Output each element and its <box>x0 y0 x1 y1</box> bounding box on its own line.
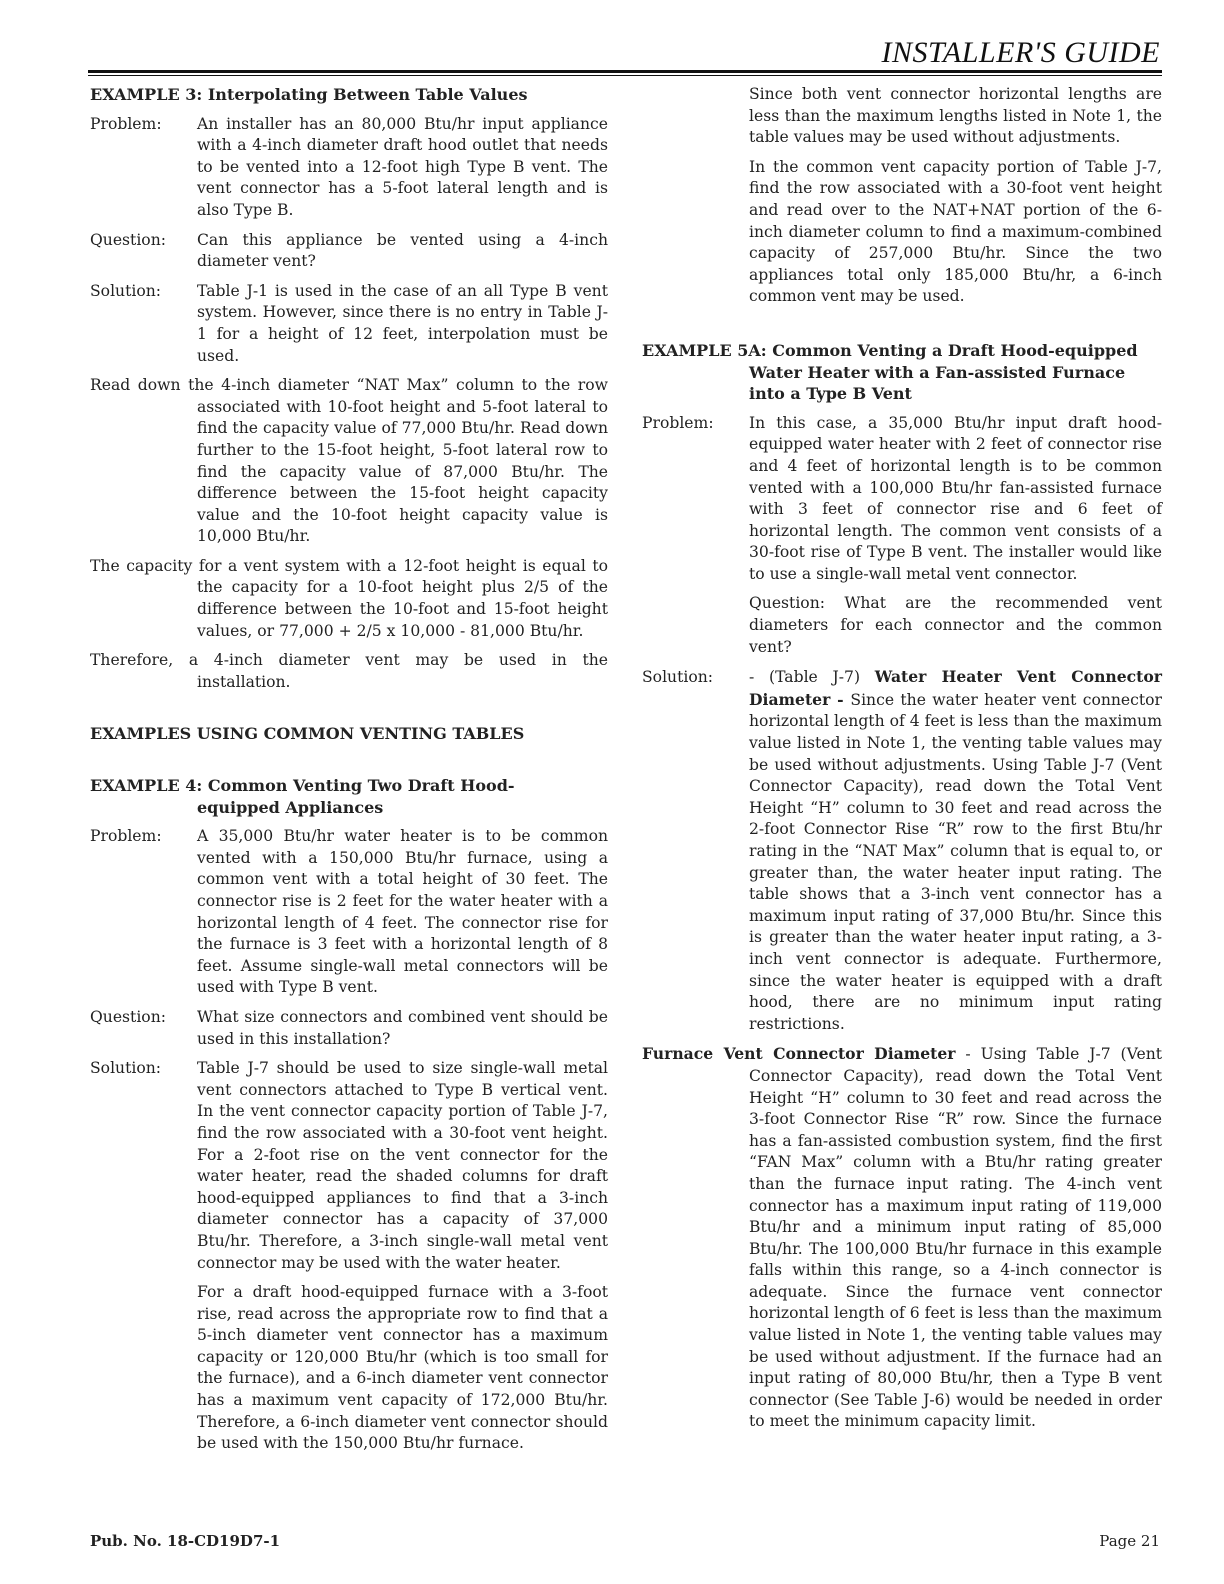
example-4-heading-line1: EXAMPLE 4: Common Venting Two Draft Hood- <box>90 776 515 796</box>
right-column <box>642 84 1162 1441</box>
problem-label: Problem: <box>90 827 162 846</box>
example-5a-heading-line1: EXAMPLE 5A: Common Venting a Draft Hood-equipped <box>642 340 1138 360</box>
example-5a-heading <box>642 340 1162 405</box>
question-text: Can this appliance be vented using a 4-inch diameter vent? <box>197 230 608 271</box>
example-3-question <box>90 230 608 273</box>
left-column <box>90 84 608 1463</box>
problem-text: A 35,000 Btu/hr water heater is to be common vented with a 150,000 Btu/hr furnace, using a common vent with a total height of 30 feet. The connector rise is 2 feet for the water heater with a horizontal length of 4 feet. The connector rise for the furnace is 3 feet with a horizontal length of 8 feet. Assume single-wall metal connectors will be used with Type B vent. <box>197 827 608 997</box>
solution-label: Solution: <box>90 1059 162 1078</box>
solution-text: Table J-1 is used in the case of an all Type B vent system. However, since there is no entry in Table J-1 for a height of 12 feet, interpolation must be used. <box>197 281 608 365</box>
question-text: What size connectors and combined vent should be used in this installation? <box>197 1007 608 1048</box>
example-3-capacity: The capacity for a vent system with a 12-foot height is equal to the capacity for a 10-foot height plus 2/5 of the difference between the 10-foot and 15-foot height values, or 77,000 + 2/5 x 10,000 - 81,000 Btu/hr. <box>90 556 608 640</box>
example-4-heading <box>90 775 608 818</box>
solution-text: Table J-7 should be used to size single-wall metal vent connectors attached to Type B vertical vent. In the vent connector capacity portion of Table J-7, find the row associated with a 30-foot vent height. For a 2-foot rise on the vent connector for the water heater, read the shaded columns for draft hood-equipped appliances to find that a 3-inch diameter connector has a capacity of 37,000 Btu/hr. Therefore, a 3-inch single-wall metal vent connector may be used with the water heater. <box>197 1059 608 1272</box>
example-3-problem <box>90 114 608 222</box>
header-rule <box>88 70 1162 73</box>
header-rule-thin <box>88 75 1162 76</box>
example-3-solution <box>90 281 608 367</box>
page-header-title: INSTALLER'S GUIDE <box>881 36 1160 69</box>
example-4-question <box>90 1007 608 1050</box>
example-5a-solution <box>642 666 1162 1035</box>
furnace-connector-heading: Furnace Vent Connector Diameter <box>642 1044 956 1064</box>
problem-label: Problem: <box>642 413 714 432</box>
example-4-furnace-text: For a draft hood-equipped furnace with a 3-foot rise, read across the appropriate row to find that a 5-inch diameter vent connector has a maximum capacity or 120,000 Btu/hr (which is too small for the furnace), and a 6-inch diameter vent connector has a maximum vent capacity of 172,000 Btu/hr. Therefore, a 6-inch diameter vent connector should be used with the 150,000 Btu/hr furnace. <box>197 1283 608 1453</box>
example-4-heading-line2: equipped Appliances <box>197 797 384 817</box>
question-label: Question: <box>90 230 166 249</box>
publication-number: Pub. No. 18-CD19D7-1 <box>90 1532 281 1550</box>
question-label: Question: <box>90 1007 166 1026</box>
solution-label: Solution: <box>90 281 162 300</box>
example-4-solution <box>90 1058 608 1274</box>
furnace-text: - Using Table J-7 (Vent Connector Capacity), read down the Total Vent Height “H” column to 30 feet and read across the 3-foot Connector Rise “R” row. Since the furnace has a fan-assisted combustion system, find the first “FAN Max” column with a Btu/hr rating greater than the furnace input rating. The 4-inch vent connector has a maximum input rating of 119,000 Btu/hr and a minimum input rating of 85,000 Btu/hr. The 100,000 Btu/hr furnace in this example falls within this range, so a 4-inch connector is adequate. Since the furnace vent connector horizontal length of 6 feet is less than the maximum value listed in Note 1, the venting table values may be used without adjustment. If the furnace had an input rating of 80,000 Btu/hr, then a Type B vent connector (See Table J-6) would be needed in order to meet the minimum capacity limit. <box>749 1045 1163 1431</box>
page-number: Page 21 <box>1099 1532 1160 1550</box>
example-3-heading: EXAMPLE 3: Interpolating Between Table Values <box>90 85 528 104</box>
example-4-continued-1: Since both vent connector horizontal lengths are less than the maximum lengths listed in Note 1, the table values may be used without adjustments. <box>749 85 1162 147</box>
example-4-problem <box>90 826 608 999</box>
solution-text: Since the water heater vent connector horizontal length of 4 feet is less than the maximum value listed in Note 1, the venting table values may be used without adjustments. Using Table J-7 (Vent Connector Capacity), read down the Total Vent Height “H” column to 30 feet and read across the 2-foot Connector Rise “R” row to the first Btu/hr rating in the “NAT Max” column that is equal to, or greater than, the water heater input rating. The table shows that a 3-inch vent connector has a maximum input rating of 37,000 Btu/hr. Since this is greater than the water heater input rating, a 3-inch vent connector is adequate. Furthermore, since the water heater is equipped with a draft hood, there are no minimum input rating restrictions. <box>749 690 1162 1033</box>
example-4-continued-2: In the common vent capacity portion of Table J-7, find the row associated with a 30-foot vent height and read over to the NAT+NAT portion of the 6-inch diameter column to find a maximum-combined capacity of 257,000 Btu/hr. Since the two appliances total only 185,000 Btu/hr, a 6-inch common vent may be used. <box>749 157 1162 306</box>
example-5a-furnace <box>642 1043 1162 1433</box>
solution-prefix: - (Table J-7) <box>749 668 875 687</box>
example-5a-heading-line2: Water Heater with a Fan-assisted Furnace <box>749 362 1126 382</box>
problem-text: An installer has an 80,000 Btu/hr input appliance with a 4-inch diameter draft hood outlet that needs to be vented into a 12-foot high Type B vent. The vent connector has a 5-foot lateral length and is also Type B. <box>197 114 608 219</box>
solution-label: Solution: <box>642 668 714 687</box>
example-5a-question: Question: What are the recommended vent diameters for each connector and the common vent? <box>749 594 1162 656</box>
water-heater-connector-heading: Water Heater Vent Connector Diameter - <box>749 667 1162 709</box>
example-3-read-down: Read down the 4-inch diameter “NAT Max” column to the row associated with 10-foot height and 5-foot lateral to find the capacity value of 77,000 Btu/hr. Read down further to the 15-foot height, 5-foot lateral row to find the capacity value of 87,000 Btu/hr. The difference between the 15-foot height capacity value and the 10-foot height capacity value is 10,000 Btu/hr. <box>90 376 608 546</box>
common-venting-heading: EXAMPLES USING COMMON VENTING TABLES <box>90 724 525 744</box>
example-5a-problem <box>642 413 1162 586</box>
example-5a-heading-line3: into a Type B Vent <box>749 384 912 404</box>
problem-label: Problem: <box>90 114 162 133</box>
problem-text: In this case, a 35,000 Btu/hr input draft hood-equipped water heater with 2 feet of connector rise and 4 feet of horizontal length is to be common vented with a 100,000 Btu/hr fan-assisted furnace with 3 feet of connector rise and 6 feet of horizontal length. The common vent consists of a 30-foot rise of Type B vent. The installer would like to use a single-wall metal vent connector. <box>749 413 1162 583</box>
example-3-therefore: Therefore, a 4-inch diameter vent may be used in the installation. <box>90 651 608 691</box>
